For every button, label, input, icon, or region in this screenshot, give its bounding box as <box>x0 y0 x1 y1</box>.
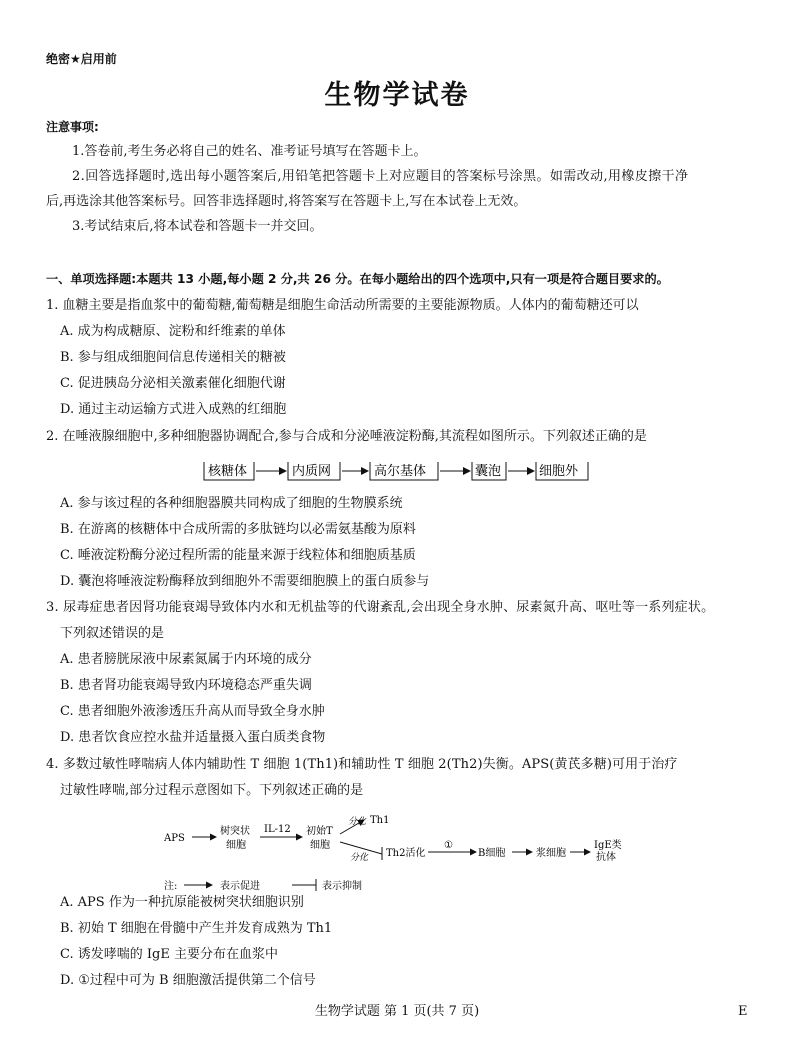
notice-item-3: 3.考试结束后,将本试卷和答题卡一并交回。 <box>72 219 323 234</box>
diagram-ige: IgE类 <box>594 840 622 851</box>
flow-step: 内质网 <box>292 464 332 479</box>
q3-option-c: C. 患者细胞外液渗透压升高从而导致全身水肿 <box>60 704 325 719</box>
diagram-th1: Th1 <box>370 815 390 826</box>
section-heading: 一、单项选择题:本题共 13 小题,每小题 2 分,共 26 分。在每小题给出的四个选项中,只有一项是符合题目要求的。 <box>46 272 669 286</box>
diagram-naive-t: 细胞 <box>310 840 330 851</box>
notice-item-2-line-2: 后,再选涂其他答案标号。回答非选择题时,将答案写在答题卡上,写在本试卷上无效。 <box>46 194 527 209</box>
q2-flow-diagram <box>200 458 600 484</box>
q1-stem: 1. 血糖主要是指血浆中的葡萄糖,葡萄糖是细胞生命活动所需要的主要能源物质。人体内的葡萄糖还可以 <box>46 298 639 313</box>
legend-prefix: 注: <box>164 881 178 892</box>
diagram-diff-up: 分化 <box>348 817 367 827</box>
notice-item-1: 1.答卷前,考生务必将自己的姓名、准考证号填写在答题卡上。 <box>72 144 427 159</box>
flow-step: 核糖体 <box>208 464 248 479</box>
q2-stem: 2. 在唾液腺细胞中,多种细胞器协调配合,参与合成和分泌唾液淀粉酶,其流程如图所示。下列叙述正确的是 <box>46 429 647 444</box>
diagram-dc: 树突状 <box>220 826 250 837</box>
q3-option-a: A. 患者膀胱尿液中尿素氮属于内环境的成分 <box>60 652 312 667</box>
page-footer: 生物学试题 第 1 页(共 7 页) <box>314 1004 480 1019</box>
legend-promote: 表示促进 <box>220 881 260 892</box>
q2-option-d: D. 囊泡将唾液淀粉酶释放到细胞外不需要细胞膜上的蛋白质参与 <box>60 574 430 589</box>
diagram-diff-down: 分化 <box>350 853 369 863</box>
q2-option-c: C. 唾液淀粉酶分泌过程所需的能量来源于线粒体和细胞质基质 <box>60 548 416 563</box>
notice-heading: 注意事项: <box>46 120 99 134</box>
diagram-dc: 细胞 <box>226 840 246 851</box>
flow-step: 细胞外 <box>539 464 579 479</box>
q4-stem-line-2: 过敏性哮喘,部分过程示意图如下。下列叙述正确的是 <box>60 783 364 798</box>
diagram-ige: 抗体 <box>596 852 616 863</box>
diagram-bcell: B细胞 <box>478 848 506 859</box>
q2-option-a: A. 参与该过程的各种细胞器膜共同构成了细胞的生物膜系统 <box>60 496 403 511</box>
diagram-naive-t: 初始T <box>306 826 333 837</box>
q1-option-a: A. 成为构成糖原、淀粉和纤维素的单体 <box>60 324 286 339</box>
page-title: 生物学试卷 <box>324 80 470 111</box>
diagram-plasma: 浆细胞 <box>536 848 566 859</box>
diagram-il12: IL-12 <box>264 824 291 835</box>
q3-option-d: D. 患者饮食应控水盐并适量摄入蛋白质类食物 <box>60 730 326 745</box>
paper-code: E <box>738 1004 748 1019</box>
q4-option-d: D. ①过程中可为 B 细胞激活提供第二个信号 <box>60 973 316 988</box>
q1-option-c: C. 促进胰岛分泌相关激素催化细胞代谢 <box>60 376 286 391</box>
q1-option-b: B. 参与组成细胞间信息传递相关的糖被 <box>60 350 286 365</box>
secret-label: 绝密★启用前 <box>46 52 117 66</box>
q1-option-d: D. 通过主动运输方式进入成熟的红细胞 <box>60 402 287 417</box>
notice-item-2-line-1: 2.回答选择题时,选出每小题答案后,用铅笔把答题卡上对应题目的答案标号涂黑。如需改动,用橡皮擦干净 <box>72 169 689 184</box>
legend-inhibit: 表示抑制 <box>322 881 362 892</box>
q4-option-a: A. APS 作为一种抗原能被树突状细胞识别 <box>60 895 304 910</box>
q4-option-c: C. 诱发哮喘的 IgE 主要分布在血浆中 <box>60 947 278 962</box>
diagram-th2: Th2活化 <box>386 848 426 859</box>
flow-step: 囊泡 <box>475 464 502 479</box>
q3-stem-line-2: 下列叙述错误的是 <box>60 626 165 641</box>
q4-option-b: B. 初始 T 细胞在骨髓中产生并发育成熟为 Th1 <box>60 921 333 936</box>
q4-pathway-diagram <box>160 812 640 892</box>
diagram-step-1: ① <box>444 840 453 851</box>
flow-step: 高尔基体 <box>374 464 427 479</box>
diagram-aps: APS <box>164 833 185 844</box>
q4-stem-line-1: 4. 多数过敏性哮喘病人体内辅助性 T 细胞 1(Th1)和辅助性 T 细胞 2(Th2)失衡。APS(黄芪多糖)可用于治疗 <box>46 757 678 772</box>
q2-option-b: B. 在游离的核糖体中合成所需的多肽链均以必需氨基酸为原料 <box>60 522 416 537</box>
q3-stem-line-1: 3. 尿毒症患者因肾功能衰竭导致体内水和无机盐等的代谢紊乱,会出现全身水肿、尿素氮升高、呕吐等一系列症状。 <box>46 600 715 615</box>
q3-option-b: B. 患者肾功能衰竭导致内环境稳态严重失调 <box>60 678 312 693</box>
